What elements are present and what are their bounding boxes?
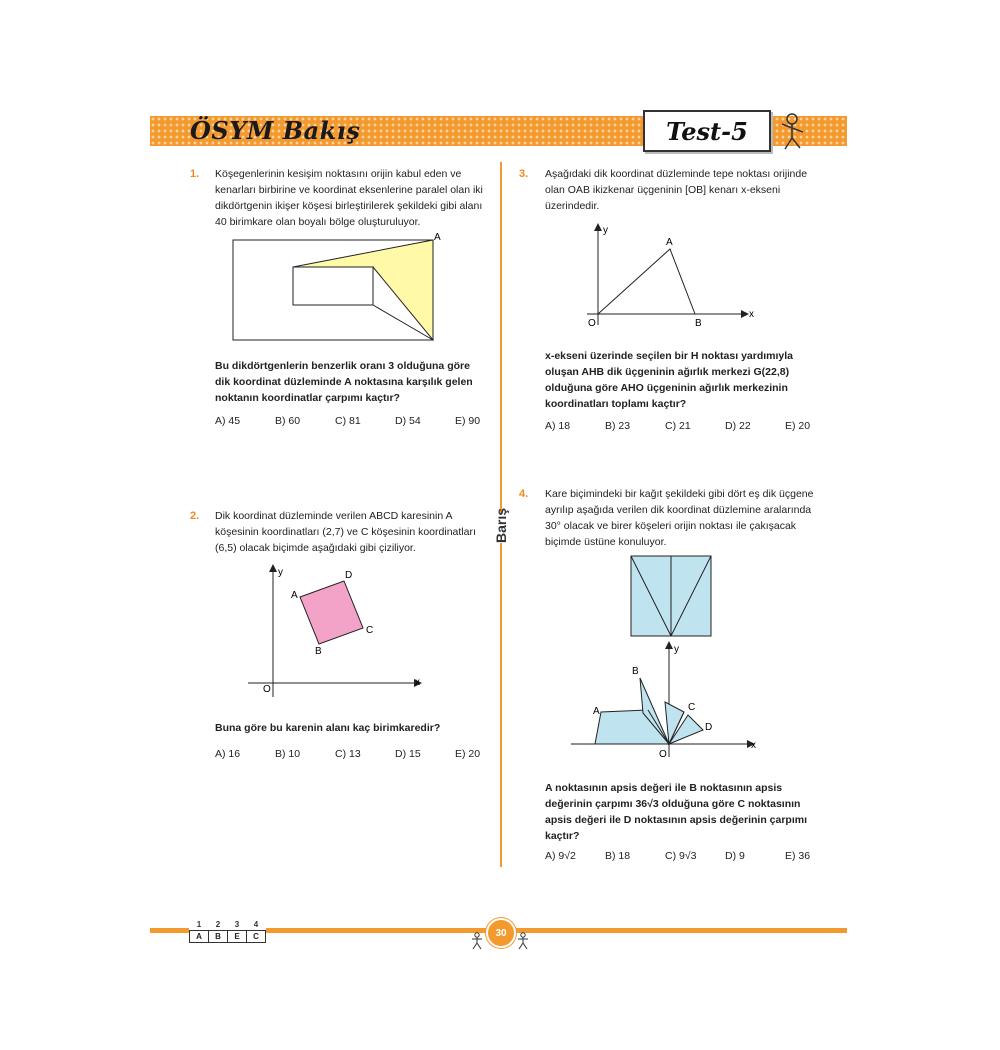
choice-e[interactable]: E) 20	[455, 748, 481, 760]
choice-d[interactable]: D) 9	[725, 850, 745, 862]
q2-figure	[245, 560, 430, 700]
answer-key-number: 3	[234, 920, 240, 929]
question-prompt-line: A noktasının apsis değeri ile B noktasının apsis	[545, 782, 783, 794]
answer-key-number: 4	[253, 920, 259, 929]
page-number-badge	[486, 918, 516, 948]
choice-c[interactable]: C) 13	[335, 748, 361, 760]
choice-a[interactable]: A) 45	[215, 415, 241, 427]
test-title-box	[643, 110, 771, 152]
question-text-line: Kare biçimindeki bir kağıt şekildeki gibi dört eş dik üçgene	[545, 488, 814, 500]
question-text-line: 40 birimkare olan boyalı bölge oluşturuluyor.	[215, 216, 421, 228]
publisher-vertical-label: Barış	[493, 507, 509, 543]
answer-choices	[545, 850, 845, 862]
axis-x-label: x	[749, 309, 754, 320]
question-text-line: biçimde üstüne konuluyor.	[545, 536, 667, 548]
answer-choices	[215, 415, 515, 427]
answer-key-number: 1	[196, 920, 202, 929]
axis-y-label: y	[278, 567, 283, 578]
question-text-line: köşesinin koordinatları (2,7) ve C köşesinin koordinatları	[215, 526, 476, 538]
q4-square-figure	[630, 555, 712, 637]
point-c-label: C	[366, 625, 374, 636]
question-text-line: olan OAB ikizkenar üçgeninin [OB] kenarı x-ekseni	[545, 184, 781, 196]
question-text-line: ayrılıp aşağıda verilen dik koordinat düzlemine aralarında	[545, 504, 812, 516]
answer-choices	[215, 748, 515, 760]
question-text-line: 30° olacak ve birer köşeleri orijin noktası ile çakışacak	[545, 520, 797, 532]
point-a-label: A	[291, 590, 298, 601]
choice-b[interactable]: B) 23	[605, 420, 631, 432]
answer-key-letter: A	[190, 931, 209, 943]
answer-key-letter: E	[228, 931, 247, 943]
question-number: 1.	[190, 168, 200, 180]
choice-e[interactable]: E) 20	[785, 420, 811, 432]
choice-e[interactable]: E) 36	[785, 850, 811, 862]
point-a-label: A	[593, 706, 600, 717]
question-number: 2.	[190, 510, 200, 522]
choice-b[interactable]: B) 18	[605, 850, 631, 862]
question-prompt-line: Buna göre bu karenin alanı kaç birimkaredir?	[215, 722, 441, 734]
question-prompt-line: Bu dikdörtgenlerin benzerlik oranı 3 olduğuna göre	[215, 360, 470, 372]
axis-y-label: y	[674, 644, 679, 655]
question-prompt-line: olduğuna göre AHO üçgeninin ağırlık merkezinin	[545, 382, 788, 394]
choice-d[interactable]: D) 22	[725, 420, 751, 432]
question-prompt-line: apsis değeri ile D noktasının apsis değerinin çarpımı	[545, 814, 807, 826]
point-a-label: A	[434, 232, 441, 243]
question-text-line: kenarları birbirine ve koordinat eksenlerine paralel olan iki	[215, 184, 483, 196]
point-d-label: D	[345, 570, 353, 581]
figure-left-icon	[470, 932, 484, 950]
question-prompt-line: dik koordinat düzleminde A noktasına karşılık gelen	[215, 376, 473, 388]
q1-figure	[225, 232, 450, 352]
test-title: Test-5	[666, 116, 748, 146]
choice-b[interactable]: B) 10	[275, 748, 301, 760]
question-prompt-line: kaçtır?	[545, 830, 580, 842]
question-number: 3.	[519, 168, 529, 180]
origin-label: O	[588, 318, 596, 329]
choice-a[interactable]: A) 16	[215, 748, 241, 760]
axis-x-label: x	[415, 677, 420, 688]
question-prompt-line: oluşan AHB dik üçgeninin ağırlık merkezi G(22,8)	[545, 366, 790, 378]
choice-b[interactable]: B) 60	[275, 415, 301, 427]
answer-key-letter: B	[209, 931, 228, 943]
question-number: 4.	[519, 488, 529, 500]
choice-a[interactable]: A) 18	[545, 420, 571, 432]
page-number: 30	[495, 927, 507, 939]
answer-key-table	[189, 919, 266, 943]
brand-title: ÖSYM Bakış	[190, 116, 361, 145]
question-text-line: Dik koordinat düzleminde verilen ABCD karesinin A	[215, 510, 453, 522]
point-b-label: B	[632, 666, 639, 677]
point-a-label: A	[666, 237, 673, 248]
choice-c[interactable]: C) 21	[665, 420, 691, 432]
question-prompt-line: değerinin çarpımı 36√3 olduğuna göre C noktasının	[545, 798, 801, 810]
q4-fan-figure	[568, 640, 763, 760]
figure-right-icon	[516, 932, 530, 950]
question-text-line: (6,5) olacak biçimde aşağıdaki gibi çiziliyor.	[215, 542, 416, 554]
choice-d[interactable]: D) 15	[395, 748, 421, 760]
question-prompt-line: noktanın koordinatlar çarpımı kaçtır?	[215, 392, 400, 404]
question-text-line: Aşağıdaki dik koordinat düzleminde tepe noktası orijinde	[545, 168, 808, 180]
choice-c[interactable]: C) 9√3	[665, 850, 697, 862]
point-b-label: B	[695, 318, 702, 329]
axis-x-label: x	[751, 740, 756, 751]
q3-figure	[583, 222, 758, 332]
question-text-line: Köşegenlerinin kesişim noktasını orijin kabul eden ve	[215, 168, 462, 180]
mascot-icon	[778, 112, 808, 152]
question-prompt-line: x-ekseni üzerinde seçilen bir H noktası yardımıyla	[545, 350, 794, 362]
origin-label: O	[659, 749, 667, 760]
question-text-line: üzerindedir.	[545, 200, 600, 212]
choice-c[interactable]: C) 81	[335, 415, 361, 427]
answer-key-letter: C	[247, 931, 266, 943]
point-d-label: D	[705, 722, 713, 733]
answer-key-number: 2	[215, 920, 221, 929]
axis-y-label: y	[603, 225, 608, 236]
origin-label: O	[263, 684, 271, 695]
question-text-line: dikdörtgenin ikişer köşesi birleştirilerek şekildeki gibi alanı	[215, 200, 483, 212]
question-prompt-line: koordinatları toplamı kaçtır?	[545, 398, 687, 410]
choice-d[interactable]: D) 54	[395, 415, 421, 427]
point-b-label: B	[315, 646, 322, 657]
answer-choices	[545, 420, 845, 432]
choice-a[interactable]: A) 9√2	[545, 850, 576, 862]
choice-e[interactable]: E) 90	[455, 415, 481, 427]
point-c-label: C	[688, 702, 696, 713]
